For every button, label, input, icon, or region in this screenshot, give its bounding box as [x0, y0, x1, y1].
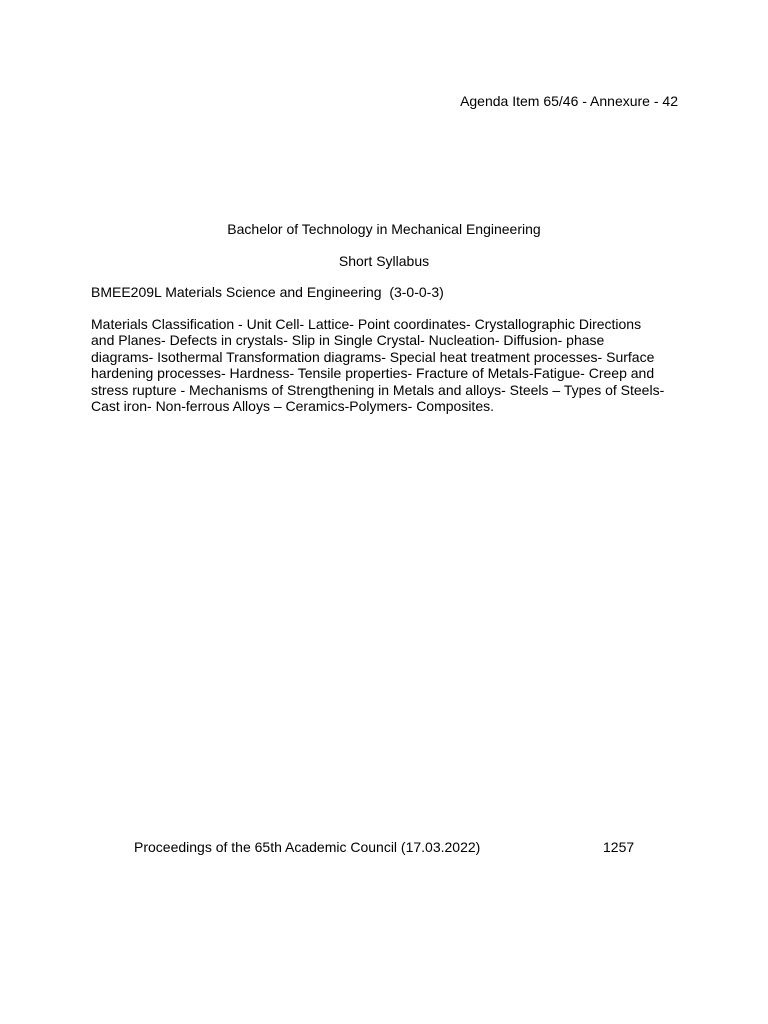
agenda-reference: Agenda Item 65/46 - Annexure - 42: [460, 93, 678, 109]
section-title: Short Syllabus: [338, 253, 430, 269]
syllabus-line: Materials Classification - Unit Cell- Lattice- Point coordinates- Crystallographic Directions: [91, 316, 642, 332]
syllabus-paragraph: [91, 316, 666, 414]
proceedings-footer: Proceedings of the 65th Academic Council (17.03.2022): [134, 839, 481, 855]
syllabus-line: Cast iron- Non-ferrous Alloys – Ceramics-Polymers- Composites.: [91, 398, 494, 415]
syllabus-line: diagrams- Isothermal Transformation diagrams- Special heat treatment processes- Surface: [91, 348, 655, 365]
course-code-title: BMEE209L Materials Science and Engineering (3-0-0-3): [91, 284, 444, 300]
programme-title: Bachelor of Technology in Mechanical Engineering: [227, 221, 541, 237]
syllabus-line: hardening processes- Hardness- Tensile properties- Fracture of Metals-Fatigue- Creep and: [91, 365, 655, 382]
syllabus-line: stress rupture - Mechanisms of Strengthening in Metals and alloys- Steels – Types of Steels-: [91, 381, 665, 398]
page-number: 1257: [603, 839, 635, 855]
syllabus-line: and Planes- Defects in crystals- Slip in Single Crystal- Nucleation- Diffusion- phase: [91, 332, 605, 349]
